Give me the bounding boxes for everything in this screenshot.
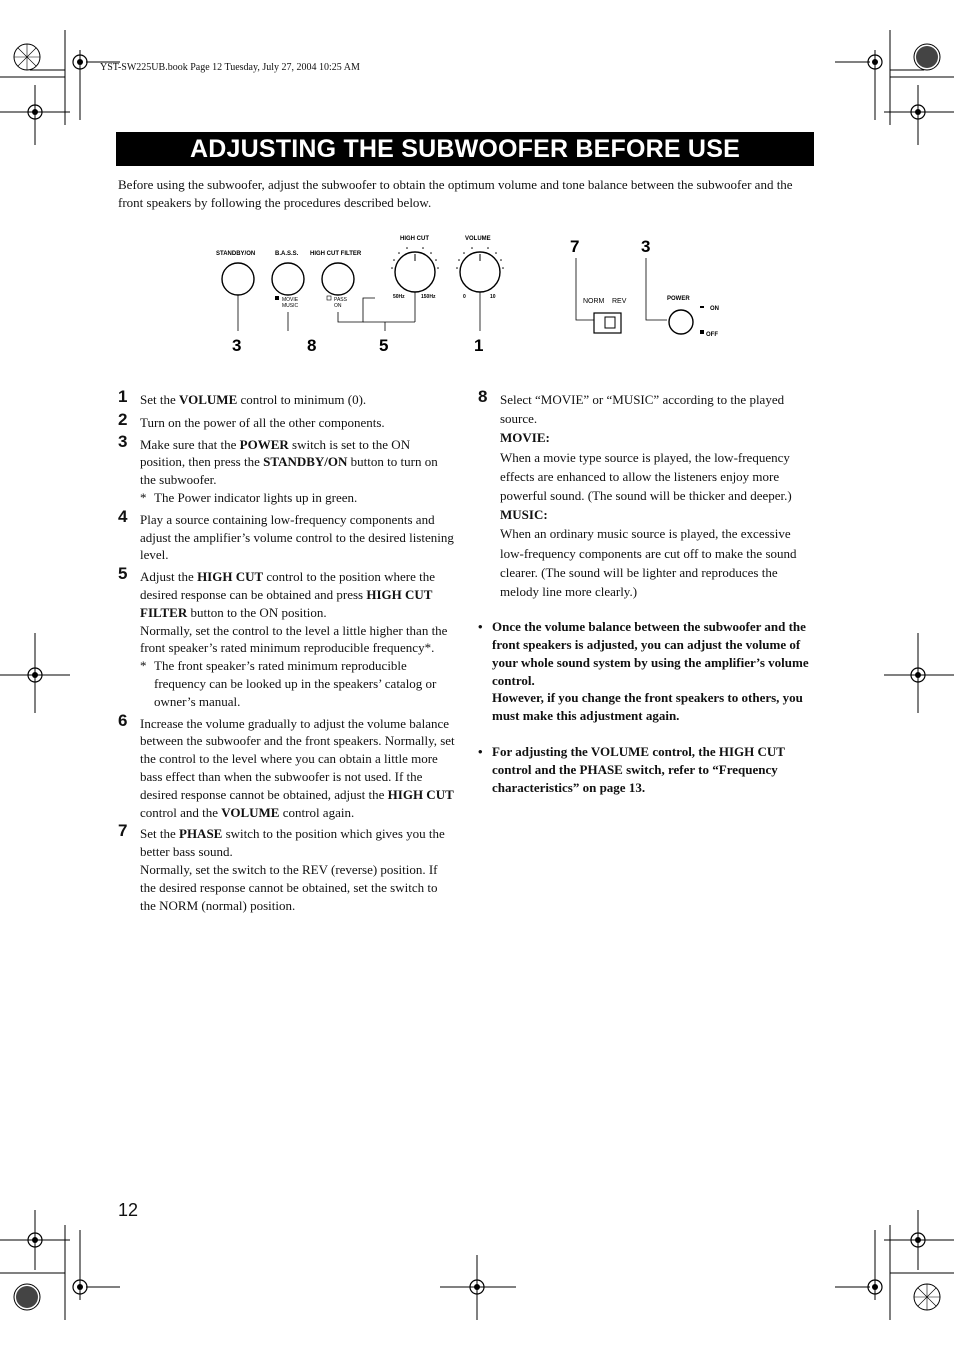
svg-text:0: 0 — [463, 294, 466, 300]
step-1: 1 Set the VOLUME control to minimum (0). — [118, 387, 367, 407]
svg-text:REV: REV — [612, 298, 627, 305]
standby-button-drawing — [222, 263, 254, 295]
callout-3-power: 3 — [641, 237, 651, 256]
page-number: 12 — [118, 1200, 139, 1220]
callout-8: 8 — [307, 336, 317, 355]
label-volume: VOLUME — [465, 236, 491, 242]
svg-text:10: 10 — [490, 294, 496, 300]
svg-text:150Hz: 150Hz — [421, 294, 436, 300]
power-switch-drawing — [669, 310, 693, 334]
label-highcut: HIGH CUT — [400, 236, 429, 242]
callout-5: 5 — [379, 336, 389, 355]
movie-text: When a movie type source is played, the low-frequency effects are enhanced to allow the listeners enjoy more powerful sound. (The sound will be thicker and deeper.) — [500, 449, 792, 504]
svg-text:OFF: OFF — [706, 332, 718, 338]
step-6: 6 Increase the volume gradually to adjust the volume balance between the subwoofer and the front speakers. Normally, set the control to the level where you can obtain a little more bass effect than when the subwoofer is not used. If the desired response cannot be obtained, adjust the HIGH CUT control and the VOLUME control again. — [118, 710, 455, 820]
step-8: 8 Select “MOVIE” or “MUSIC” according to the played source. MOVIE: When a movie type source is played, the low-frequency effects are enhanced to allow the listeners enjoy more powerful sound. (The sound will be thicker and deeper.) MUSIC: When an ordinary music source is played, the excessive low-frequency components are cut off to make the sound clearer. (The sound will be lighter and reproduces the melody line more clearly.) — [478, 390, 814, 601]
step-2: 2 Turn on the power of all the other components. — [118, 409, 385, 430]
label-bass: B.A.S.S. — [275, 251, 299, 257]
step-7: 7 Set the PHASE switch to the position which gives you the better bass sound. Normally, set the switch to the REV (reverse) position. If the desired response cannot be obtained, set the switch to the NORM (normal) position. — [118, 821, 445, 913]
svg-text:POWER: POWER — [667, 296, 690, 302]
intro-paragraph: Before using the subwoofer, adjust the subwoofer to obtain the optimum volume and tone balance between the subwoofer and the front speakers by following the procedures described below. — [118, 177, 793, 210]
svg-text:PASS: PASS — [334, 297, 347, 303]
step-4: 4 Play a source containing low-frequency components and adjust the amplifier’s volume control to the desired listening level. — [118, 506, 454, 563]
svg-text:ON: ON — [334, 303, 342, 309]
step-5: 5 Adjust the HIGH CUT control to the position where the desired response can be obtained and press HIGH CUT FILTER button to the ON position. Normally, set the control to the level a little higher than the front speaker’s rated minimum reproducible frequency*. * The front speaker’s rated minimum reproducible frequency can be looked up in the speakers’ catalog or owner’s manual. — [118, 564, 448, 709]
svg-text:ON: ON — [710, 306, 719, 312]
callout-7: 7 — [570, 237, 580, 256]
svg-text:MUSIC: MUSIC — [282, 303, 299, 309]
page-title: ADJUSTING THE SUBWOOFER BEFORE USE — [116, 132, 814, 166]
music-text: When an ordinary music source is played, the excessive low-frequency components are cut off to make the sound clearer. (The sound will be lighter and reproduces the melody line more clearly.) — [500, 526, 797, 600]
label-highcutfilter: HIGH CUT FILTER — [310, 251, 362, 257]
panel-diagram — [200, 228, 740, 363]
svg-text:50Hz: 50Hz — [393, 294, 405, 300]
callout-3-standby: 3 — [232, 336, 242, 355]
file-info-header: YST-SW225UB.book Page 12 Tuesday, July 27, 2004 10:25 AM — [100, 62, 360, 73]
steps-left-column — [118, 387, 456, 914]
callout-1: 1 — [474, 336, 484, 355]
bass-button-drawing — [272, 263, 304, 295]
movie-heading: MOVIE: — [500, 430, 550, 446]
bullet-volume-balance: • Once the volume balance between the subwoofer and the front speakers is adjusted, you can adjust the volume of your whole sound system by using the amplifier’s volume control. However, if you change the front speakers to others, you must make this adjustment again. — [478, 619, 809, 724]
label-standby: STANDBY/ON — [216, 251, 256, 257]
step-3: 3 Make sure that the POWER switch is set to the ON position, then press the STANDBY/ON button to turn on the subwoofer. * The Power indicator lights up in green. — [118, 431, 438, 505]
bullet-frequency-reference: • For adjusting the VOLUME control, the HIGH CUT control and the PHASE switch, refer to “Frequency characteristics” on page 13. — [478, 744, 785, 795]
highcutfilter-button-drawing — [322, 263, 354, 295]
music-heading: MUSIC: — [500, 507, 548, 523]
svg-text:NORM: NORM — [583, 298, 605, 305]
steps-right-column — [478, 387, 814, 796]
svg-text:MOVIE: MOVIE — [282, 297, 299, 303]
